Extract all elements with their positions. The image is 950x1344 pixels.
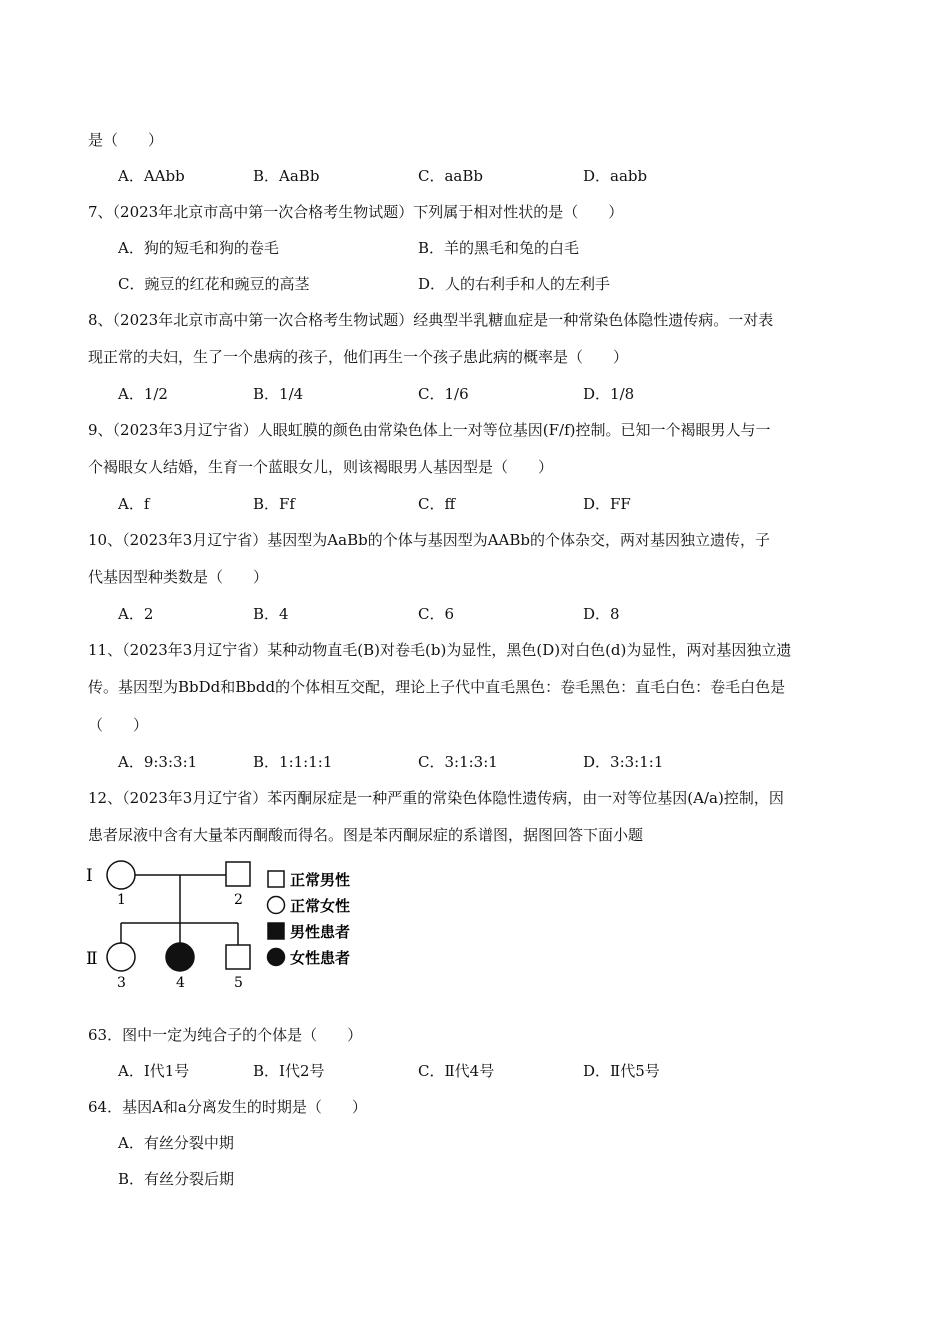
q12-stem-line1: 12、（2023年3月辽宁省）苯丙酮尿症是一种严重的常染色体隐性遗传病，由一对等位基因(A/a)控制，因 xyxy=(88,789,784,807)
legend-normal-female-label: 正常女性 xyxy=(290,897,351,915)
q7-stem: 7、（2023年北京市高中第一次合格考生物试题）下列属于相对性状的是（ ） xyxy=(88,203,624,221)
legend-normal-female-symbol xyxy=(268,897,285,914)
q8-option-b: B．1/4 xyxy=(253,385,304,403)
legend-normal-male-label: 正常男性 xyxy=(290,871,351,889)
q9-option-a: A．f xyxy=(118,495,150,513)
q9-stem-line1: 9、（2023年3月辽宁省）人眼虹膜的颜色由常染色体上一对等位基因(F/f)控制。已知一个褐眼男人与一 xyxy=(88,421,771,439)
legend-affected-male-label: 男性患者 xyxy=(290,923,351,941)
q11-stem-line3: （ ） xyxy=(88,716,149,734)
q7-option-d: D．人的右利手和人的左利手 xyxy=(418,275,611,293)
q6-option-c: C．aaBb xyxy=(418,167,483,185)
individual-2-normal-male xyxy=(226,862,250,886)
q8-option-a: A．1/2 xyxy=(118,385,168,403)
q64-stem: 64．基因A和a分离发生的时期是（ ） xyxy=(88,1098,367,1116)
individual-5-normal-male xyxy=(226,945,250,969)
individual-2-number: 2 xyxy=(234,892,243,908)
q10-stem-line2: 代基因型种类数是（ ） xyxy=(88,568,269,586)
q11-stem-line2: 传。基因型为BbDd和Bbdd的个体相互交配，理论上子代中直毛黑色：卷毛黑色：直毛白色：卷毛白色是 xyxy=(88,678,786,696)
q9-stem-line2: 个褐眼女人结婚，生育一个蓝眼女儿，则该褐眼男人基因型是（ ） xyxy=(88,458,554,476)
q6-option-a: A．AAbb xyxy=(118,167,185,185)
individual-1-normal-female xyxy=(107,861,135,889)
q6-option-d: D．aabb xyxy=(583,167,648,185)
q12-stem-line2: 患者尿液中含有大量苯丙酮酸而得名。图是苯丙酮尿症的系谱图，据图回答下面小题 xyxy=(88,826,644,844)
q7-option-a: A．狗的短毛和狗的卷毛 xyxy=(118,239,279,257)
q10-option-a: A．2 xyxy=(118,605,154,623)
q63-option-a: A．Ⅰ代1号 xyxy=(118,1062,190,1080)
q63-option-d: D．Ⅱ代5号 xyxy=(583,1062,660,1080)
pedigree-diagram xyxy=(80,855,380,1000)
q7-option-b: B．羊的黑毛和兔的白毛 xyxy=(418,239,580,257)
legend-normal-male-symbol xyxy=(268,871,284,887)
q9-option-d: D．FF xyxy=(583,495,631,513)
q11-option-b: B．1:1:1:1 xyxy=(253,753,333,771)
generation-1-label: Ⅰ xyxy=(86,866,93,886)
q11-option-d: D．3:3:1:1 xyxy=(583,753,664,771)
individual-3-number: 3 xyxy=(117,975,126,991)
q8-option-c: C．1/6 xyxy=(418,385,469,403)
q63-option-b: B．Ⅰ代2号 xyxy=(253,1062,325,1080)
generation-2-label: Ⅱ xyxy=(86,949,98,969)
q10-option-d: D．8 xyxy=(583,605,620,623)
q11-stem-line1: 11、（2023年3月辽宁省）某种动物直毛(B)对卷毛(b)为显性，黑色(D)对白色(d)为显性，两对基因独立遗 xyxy=(88,641,792,659)
q64-option-b: B．有丝分裂后期 xyxy=(118,1170,235,1188)
q63-option-c: C．Ⅱ代4号 xyxy=(418,1062,495,1080)
q11-option-c: C．3:1:3:1 xyxy=(418,753,498,771)
q10-stem-line1: 10、（2023年3月辽宁省）基因型为AaBb的个体与基因型为AABb的个体杂交，两对基因独立遗传，子 xyxy=(88,531,770,549)
q11-option-a: A．9:3:3:1 xyxy=(118,753,198,771)
q8-option-d: D．1/8 xyxy=(583,385,635,403)
legend-affected-female-label: 女性患者 xyxy=(290,949,351,967)
q6-option-b: B．AaBb xyxy=(253,167,320,185)
q64-option-a: A．有丝分裂中期 xyxy=(118,1134,234,1152)
individual-3-normal-female xyxy=(107,943,135,971)
q7-option-c: C．豌豆的红花和豌豆的高茎 xyxy=(118,275,310,293)
legend-affected-male-symbol xyxy=(268,923,284,939)
individual-5-number: 5 xyxy=(234,975,243,991)
q6-stem-tail: 是（ ） xyxy=(88,131,164,149)
q9-option-c: C．ff xyxy=(418,495,456,513)
q9-option-b: B．Ff xyxy=(253,495,295,513)
legend-affected-female-symbol xyxy=(268,949,285,966)
q8-stem-line2: 现正常的夫妇，生了一个患病的孩子，他们再生一个孩子患此病的概率是（ ） xyxy=(88,348,629,366)
q63-stem: 63．图中一定为纯合子的个体是（ ） xyxy=(88,1026,363,1044)
individual-4-affected-female xyxy=(166,943,194,971)
q8-stem-line1: 8、（2023年北京市高中第一次合格考生物试题）经典型半乳糖血症是一种常染色体隐性遗传病。一对表 xyxy=(88,311,774,329)
individual-1-number: 1 xyxy=(117,892,126,908)
individual-4-number: 4 xyxy=(176,975,185,991)
q10-option-c: C．6 xyxy=(418,605,455,623)
q10-option-b: B．4 xyxy=(253,605,289,623)
